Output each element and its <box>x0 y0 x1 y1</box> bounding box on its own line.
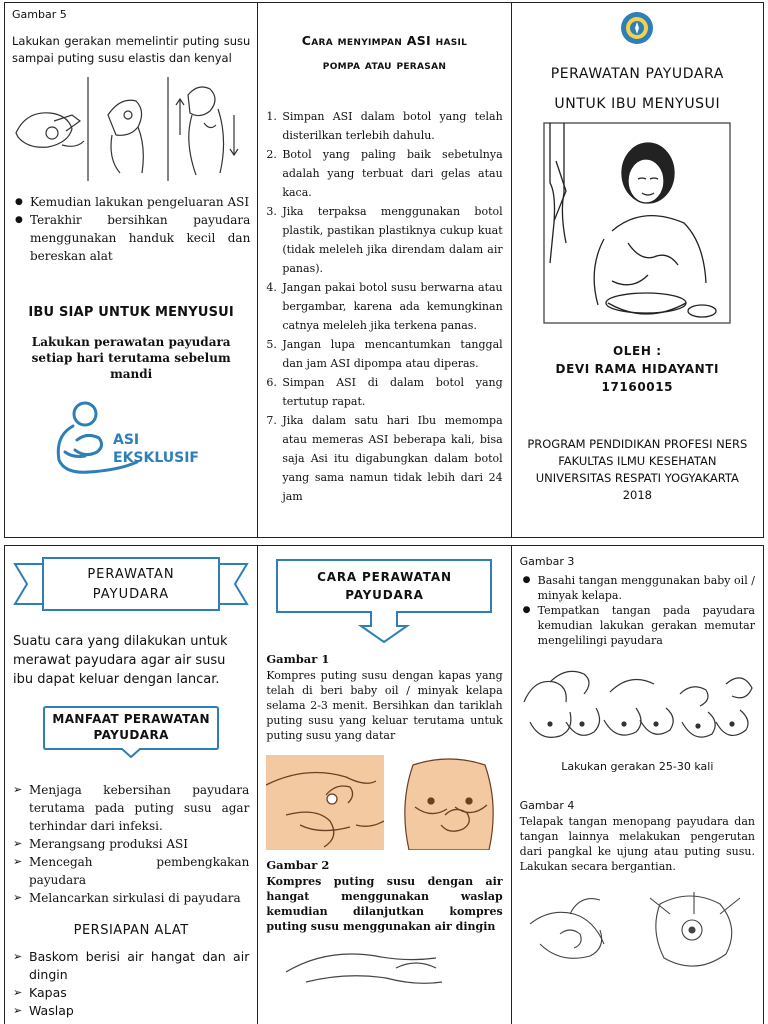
siap-menyusui-text: Lakukan perawatan payudara setiap hari terutama sebelum mandi <box>31 335 231 381</box>
mother-breast-care-illustration <box>542 121 732 326</box>
panel-cara-perawatan <box>257 546 510 1024</box>
gambar-4-label: Gambar 4 <box>519 799 575 812</box>
gambar-1-text: Kompres puting susu dengan kapas yang telah di beri baby oil / minyak kelapa selama 2-3 menit. Bersihkan dan tariklah puting susu yang keluar terutama untuk puting susu yang datar <box>266 669 503 742</box>
gambar-5-steps <box>12 193 250 265</box>
list-item: 6. Simpan ASI di dalam botol yang tertutup rapat. <box>280 373 502 411</box>
simpan-title <box>266 29 502 77</box>
ribbon-line1: PERAWATAN <box>87 567 175 582</box>
list-item: 3. Jika terpaksa menggunakan botol plastik, pastikan plastiknya cukup kuat (tidak meleleh jika direndam dalam air panas). <box>280 202 502 278</box>
oleh-label: OLEH : <box>612 344 662 358</box>
asi-eksklusif-logo <box>51 396 211 476</box>
cara-line1: CARA PERAWATAN <box>317 570 452 584</box>
logo-asi-text: ASI <box>113 432 140 448</box>
list-item: ● Kemudian lakukan pengeluaran ASI <box>12 193 250 211</box>
list-item: ➢ Kapas <box>13 984 249 1002</box>
cover-title-line2: UNTUK IBU MENYUSUI <box>554 96 721 112</box>
compress-nipple-illustration <box>266 755 384 850</box>
program-line2: FAKULTAS ILMU KESEHATAN <box>558 454 717 468</box>
list-item: 7. Jika dalam satu hari Ibu memompa atau memeras ASI beberapa kali, bisa saja Asi itu digabungkan dalam botol yang sama namun tidak lebih dari 24 jam <box>280 411 502 506</box>
author-name: DEVI RAMA HIDAYANTI <box>555 362 720 376</box>
simpan-title-line2: pompa atau perasan <box>322 57 447 72</box>
panel-cover <box>511 3 763 537</box>
manfaat-list <box>13 781 249 907</box>
list-item: 5. Jangan lupa mencantumkan tanggal dan jam ASI dipompa atau diperas. <box>280 335 502 373</box>
list-item: 4. Jangan pakai botol susu berwarna atau bergambar, karena ada kemungkinan catnya meleleh jika terkena panas. <box>280 278 502 335</box>
cover-title <box>520 59 755 119</box>
perawatan-ribbon <box>13 556 249 612</box>
list-item: ● Terakhir bersihkan payudara menggunakan handuk kecil dan bereskan alat <box>12 211 250 265</box>
brochure-inside <box>4 545 764 1024</box>
cover-title-line1: PERAWATAN PAYUDARA <box>550 66 724 82</box>
simpan-title-line1: Cara menyimpan ASI hasil <box>301 33 468 48</box>
panel-gambar-3-4 <box>511 546 763 1024</box>
list-item: ● Tempatkan tangan pada payudara kemudian lakukan gerakan memutar mengelilingi payudara <box>520 603 755 648</box>
list-item: ➢ Merangsang produksi ASI <box>13 835 249 853</box>
gambar-2-text: Kompres puting susu dengan air hangat menggunakan waslap kemudian dilanjutkan kompres puting susu menggunakan air dingin <box>266 875 503 933</box>
cara-line2: PAYUDARA <box>345 588 424 602</box>
panel-cara-menyimpan <box>257 3 510 537</box>
manfaat-line1: MANFAAT PERAWATAN <box>52 712 210 726</box>
gambar-5-text: Lakukan gerakan memelintir puting susu sampai puting susu elastis dan kenyal <box>12 34 251 65</box>
gambar-2-label: Gambar 2 <box>266 858 330 872</box>
author-block <box>520 342 755 396</box>
circular-massage-illustration <box>520 662 756 754</box>
ribbon-line2: PAYUDARA <box>92 587 170 602</box>
gambar-3-label: Gambar 3 <box>519 555 575 568</box>
panel-perawatan <box>5 546 257 1024</box>
author-nim: 17160015 <box>601 380 674 394</box>
program-line1: PROGRAM PENDIDIKAN PROFESI NERS <box>527 437 748 451</box>
program-line3: UNIVERSITAS RESPATI YOGYAKARTA <box>535 471 739 485</box>
program-year: 2018 <box>622 488 652 502</box>
manfaat-heading <box>42 711 220 743</box>
list-item: ● Basahi tangan menggunakan baby oil / minyak kelapa. <box>520 573 755 603</box>
manfaat-line2: PAYUDARA <box>93 728 169 742</box>
university-emblem-icon <box>620 11 654 45</box>
program-block <box>520 436 755 504</box>
panel-gambar-5 <box>5 3 257 537</box>
gambar-3-caption: Lakukan gerakan 25-30 kali <box>561 760 714 773</box>
gambar-1-illustrations <box>266 755 502 850</box>
cara-heading <box>275 568 493 604</box>
siap-menyusui-heading: IBU SIAP UNTUK MENYUSUI <box>28 305 234 320</box>
alat-list <box>13 948 249 1020</box>
gambar-1-label: Gambar 1 <box>266 652 330 666</box>
gambar-4-text: Telapak tangan menopang payudara dan tangan lainnya melakukan pengerutan dari pangkal ke ujung atau puting susu. Lakukan secara bergantian. <box>519 815 755 873</box>
nipple-twist-illustration <box>12 75 250 183</box>
simpan-steps <box>266 107 502 506</box>
pull-nipple-illustration <box>395 755 503 850</box>
list-item: ➢ Waslap <box>13 1002 249 1020</box>
list-item: ➢ Mencegah pembengkakan payudara <box>13 853 249 889</box>
stroking-massage-illustration <box>520 884 756 979</box>
nipple-twist-drawing <box>12 75 248 183</box>
list-item: 2. Botol yang paling baik sebetulnya adalah yang terbuat dari gelas atau kaca. <box>280 145 502 202</box>
warm-compress-illustration <box>266 942 502 1002</box>
gambar-3-steps <box>520 573 755 648</box>
cara-perawatan-box <box>275 558 493 644</box>
list-item: 1. Simpan ASI dalam botol yang telah disterilkan terlebih dahulu. <box>280 107 502 145</box>
perawatan-definition: Suatu cara yang dilakukan untuk merawat payudara agar air susu ibu dapat keluar dengan lancar. <box>13 634 228 687</box>
list-item: ➢ Menjaga kebersihan payudara terutama pada puting susu agar terhindar dari infeksi. <box>13 781 249 835</box>
persiapan-alat-heading: PERSIAPAN ALAT <box>73 923 189 938</box>
gambar-5-label: Gambar 5 <box>12 8 67 21</box>
logo-eksklusif-text: EKSKLUSIF <box>113 450 200 466</box>
list-item: ➢ Baskom berisi air hangat dan air dingin <box>13 948 249 984</box>
manfaat-callout <box>42 705 220 759</box>
brochure-outside <box>4 2 764 538</box>
list-item: ➢ Melancarkan sirkulasi di payudara <box>13 889 249 907</box>
